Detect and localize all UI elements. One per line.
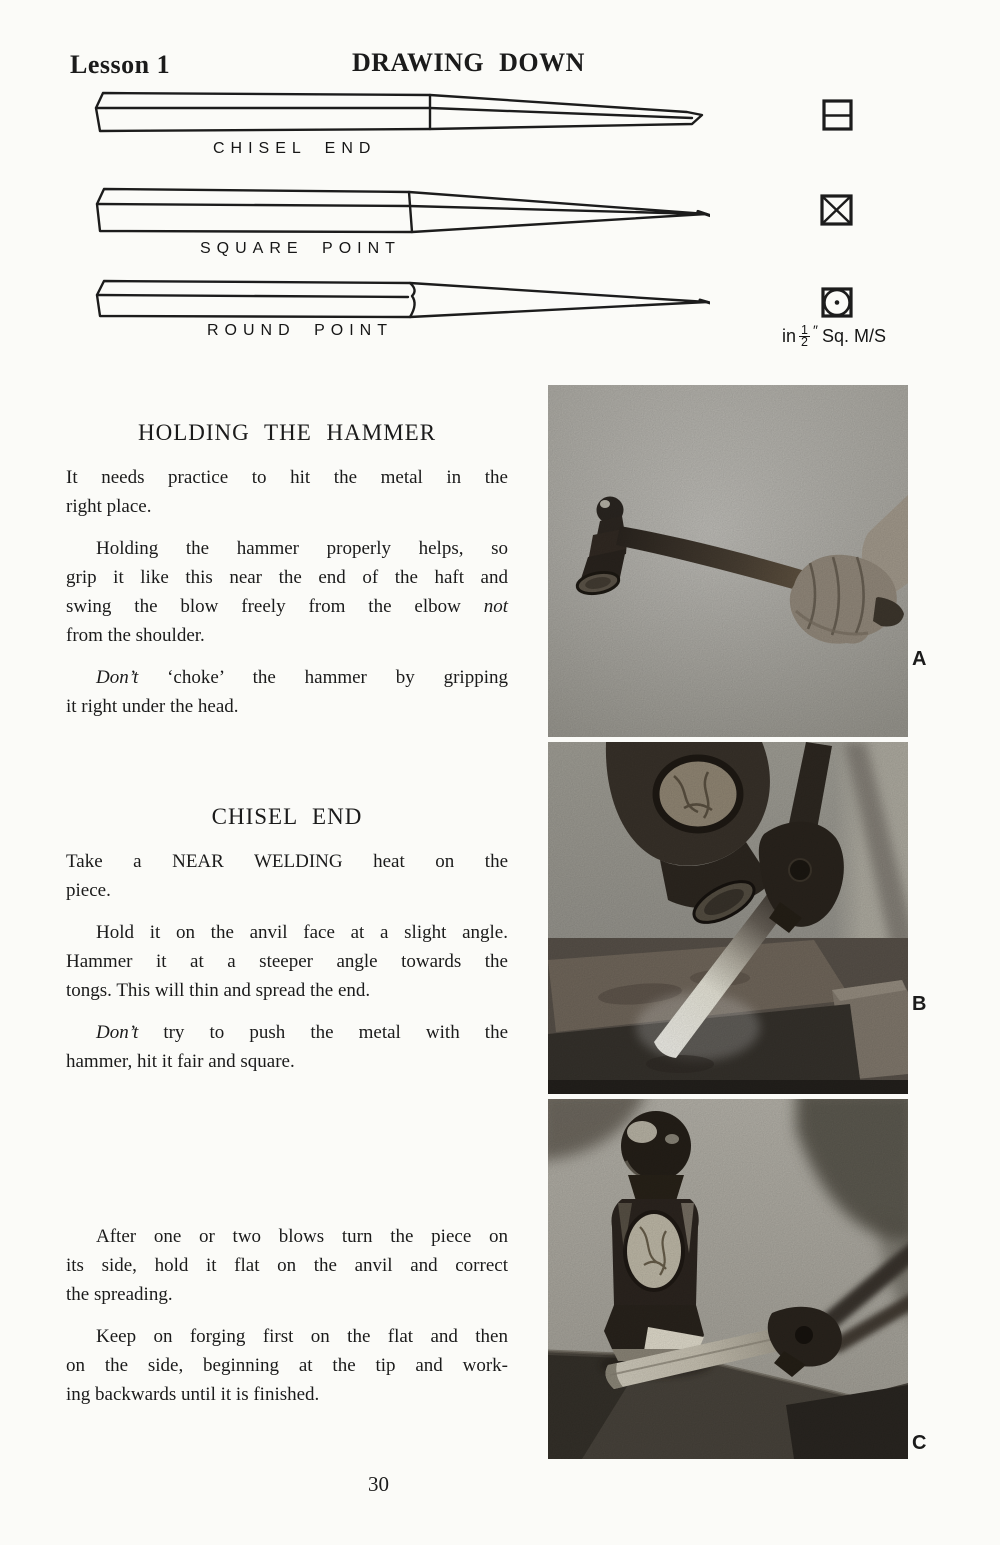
section-body <box>66 463 508 721</box>
paragraph <box>66 847 508 905</box>
text-line: the spreading. <box>66 1284 173 1305</box>
paragraph <box>66 463 508 521</box>
section-finishing <box>66 1222 508 1409</box>
text-line: piece. <box>66 880 111 901</box>
text-line: hammer, hit it fair and square. <box>66 1051 295 1072</box>
section-heading: HOLDING THE HAMMER <box>137 420 437 445</box>
photo-a <box>548 385 908 737</box>
caption-prefix: in <box>782 326 797 346</box>
text-line: it right under the head. <box>66 696 239 717</box>
text-line: on the side, beginning at the tip and work- <box>66 1355 508 1376</box>
paragraph <box>66 918 508 1005</box>
square-circle-dot-icon <box>821 287 853 318</box>
text-line: swing the blow freely from the elbow not <box>66 596 508 617</box>
round-point-label: ROUND POINT <box>207 322 393 339</box>
text-line: right place. <box>66 496 152 517</box>
section-holding-the-hammer <box>66 420 508 721</box>
paragraph <box>66 663 508 721</box>
section-body <box>66 847 508 1076</box>
square-crossed-icon <box>820 194 853 226</box>
text-line: its side, hold it flat on the anvil and correct <box>66 1255 508 1276</box>
photo-a-label: A <box>912 648 927 670</box>
photo-a-art <box>548 385 908 737</box>
paragraph <box>66 1322 508 1409</box>
text-line: from the shoulder. <box>66 625 205 646</box>
text-line: Hammer it at a steeper angle towards the <box>66 951 508 972</box>
section-body <box>66 1222 508 1409</box>
square-point-drawing <box>97 189 710 232</box>
caption-suffix: Sq. M/S <box>821 326 886 346</box>
stock-size-caption <box>782 321 886 349</box>
section-heading: CHISEL END <box>211 804 363 829</box>
text-line: ing backwards until it is finished. <box>66 1384 320 1405</box>
photo-b-label: B <box>912 993 927 1015</box>
page-number: 30 <box>368 1472 389 1496</box>
text-line: Take a NEAR WELDING heat on the <box>66 851 508 872</box>
text-line: It needs practice to hit the metal in the <box>66 467 508 488</box>
lesson-label: Lesson 1 <box>70 50 171 79</box>
photo-c-label: C <box>912 1432 927 1454</box>
paragraph <box>66 1018 508 1076</box>
paragraph <box>66 1222 508 1309</box>
text-line: grip it like this near the end of the haft and <box>66 567 508 588</box>
photo-b <box>548 742 908 1094</box>
text-line: Don’t try to push the metal with the <box>96 1022 508 1043</box>
chisel-end-drawing <box>96 93 702 131</box>
photo-b-art <box>548 742 908 1094</box>
text-line: After one or two blows turn the piece on <box>96 1226 508 1247</box>
caption-fraction: $\frac{1}{2}$ <box>801 323 808 349</box>
text-line: Holding the hammer properly helps, so <box>96 538 508 559</box>
caption-inches-mark: ″ <box>812 321 818 338</box>
square-halved-icon <box>822 99 853 131</box>
round-point-drawing <box>97 281 710 317</box>
text-line: Keep on forging first on the flat and then <box>96 1326 508 1347</box>
bar-drawings <box>90 85 710 355</box>
photo-c <box>548 1099 908 1459</box>
paragraph <box>66 534 508 650</box>
text-line: Don’t ‘choke’ the hammer by gripping <box>96 667 508 688</box>
section-chisel-end <box>66 804 508 1076</box>
square-point-label: SQUARE POINT <box>200 240 401 257</box>
text-line: tongs. This will thin and spread the end. <box>66 980 371 1001</box>
photo-c-art <box>548 1099 908 1459</box>
text-line: Hold it on the anvil face at a slight angle. <box>96 922 508 943</box>
chisel-end-label: CHISEL END <box>213 140 377 157</box>
page-title: DRAWING DOWN <box>352 48 585 77</box>
